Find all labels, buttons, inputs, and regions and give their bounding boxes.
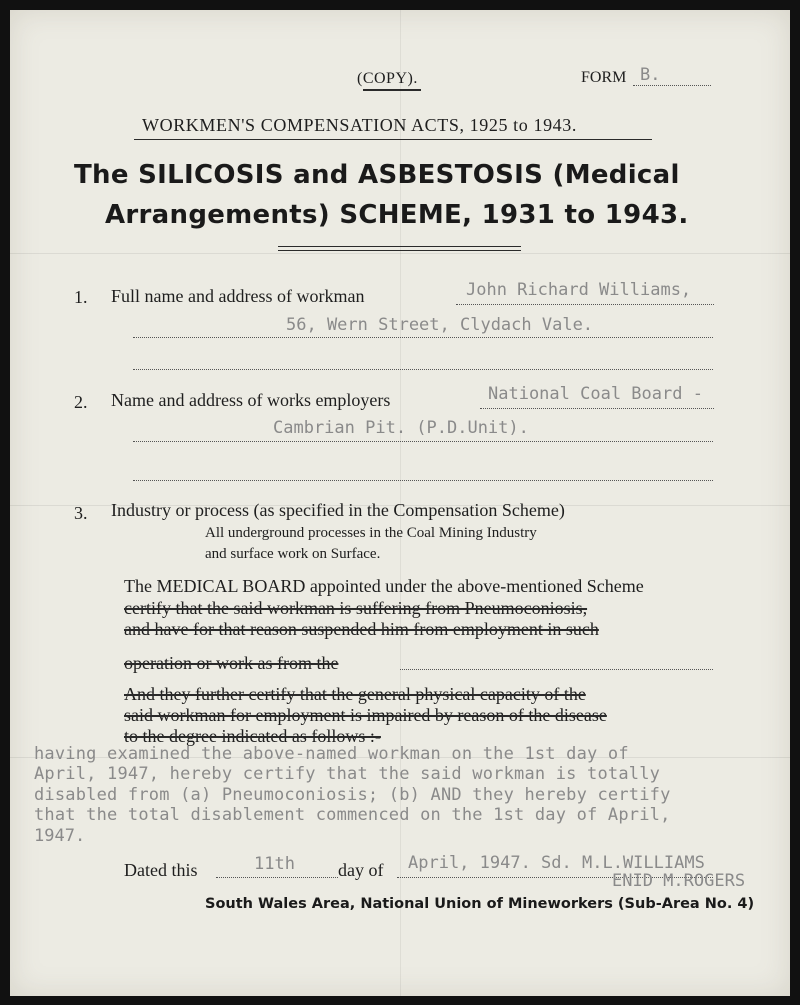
item1-dotline-1 (456, 304, 714, 305)
form-label: FORM (581, 69, 627, 86)
typed-statement-line2: April, 1947, hereby certify that the said workman is totally (34, 764, 661, 784)
item2-dotline-1 (480, 408, 714, 409)
item1-value-line1: John Richard Williams, (466, 280, 692, 300)
typed-statement-line4: that the total disablement commenced on the 1st day of April, (34, 805, 671, 825)
scheme-title-line1: The SILICOSIS and ASBESTOSIS (Medical (74, 160, 680, 190)
typed-statement-line3: disabled from (a) Pneumoconiosis; (b) AND they hereby certify (34, 785, 671, 805)
item2-dotline-2 (133, 441, 713, 442)
item2-dotline-3 (133, 480, 713, 481)
acts-underline (134, 139, 652, 140)
dated-day: 11th (254, 854, 295, 874)
certificate-dotline (400, 669, 713, 670)
item1-dotline-3 (133, 369, 713, 370)
footer-union: South Wales Area, National Union of Mineworkers (Sub-Area No. 4) (205, 896, 755, 912)
item1-number: 1. (74, 287, 88, 307)
certificate-struck-line7: to the degree indicated as follows :- (124, 726, 381, 746)
certificate-struck-line6: said workman for employment is impaired by reason of the disease (124, 705, 607, 725)
dated-middle: day of (338, 860, 384, 880)
second-signatory: ENID M.ROGERS (612, 871, 746, 891)
title-double-rule (278, 246, 521, 251)
copy-underline (363, 89, 421, 91)
item1-dotline-2 (133, 337, 713, 338)
item2-value-line1: National Coal Board - (488, 384, 703, 404)
item3-value-line1: All underground processes in the Coal Mining Industry (205, 525, 537, 541)
item3-label: Industry or process (as specified in the Compensation Scheme) (111, 500, 565, 520)
certificate-struck-line3: and have for that reason suspended him from employment in such (124, 619, 599, 639)
item1-value-line2: 56, Wern Street, Clydach Vale. (286, 315, 594, 335)
item2-value-line2: Cambrian Pit. (P.D.Unit). (273, 418, 529, 438)
item2-number: 2. (74, 392, 88, 412)
certificate-struck-line5: And they further certify that the general physical capacity of the (124, 684, 586, 704)
fold-crease-upper (10, 253, 790, 254)
typed-statement-line5: 1947. (34, 826, 86, 846)
acts-title: WORKMEN'S COMPENSATION ACTS, 1925 to 1943. (142, 115, 577, 135)
certificate-struck-line2: certify that the said workman is suffering from Pneumoconiosis, (124, 598, 588, 618)
scheme-title-line2: Arrangements) SCHEME, 1931 to 1943. (105, 200, 689, 230)
form-dotline (633, 85, 711, 86)
item1-label: Full name and address of workman (111, 286, 365, 306)
form-value: B. (640, 65, 661, 85)
typed-statement-line1: having examined the above-named workman on the 1st day of (34, 744, 629, 764)
dated-day-dotline (216, 877, 338, 878)
copy-label: (COPY). (357, 70, 418, 87)
certificate-struck-line4: operation or work as from the (124, 653, 339, 673)
item3-number: 3. (74, 503, 88, 523)
dated-prefix: Dated this (124, 860, 198, 880)
item2-label: Name and address of works employers (111, 390, 391, 410)
certificate-line1: The MEDICAL BOARD appointed under the above-mentioned Scheme (124, 576, 644, 596)
dated-value: April, 1947. Sd. M.L.WILLIAMS (408, 853, 705, 873)
item3-value-line2: and surface work on Surface. (205, 546, 381, 562)
